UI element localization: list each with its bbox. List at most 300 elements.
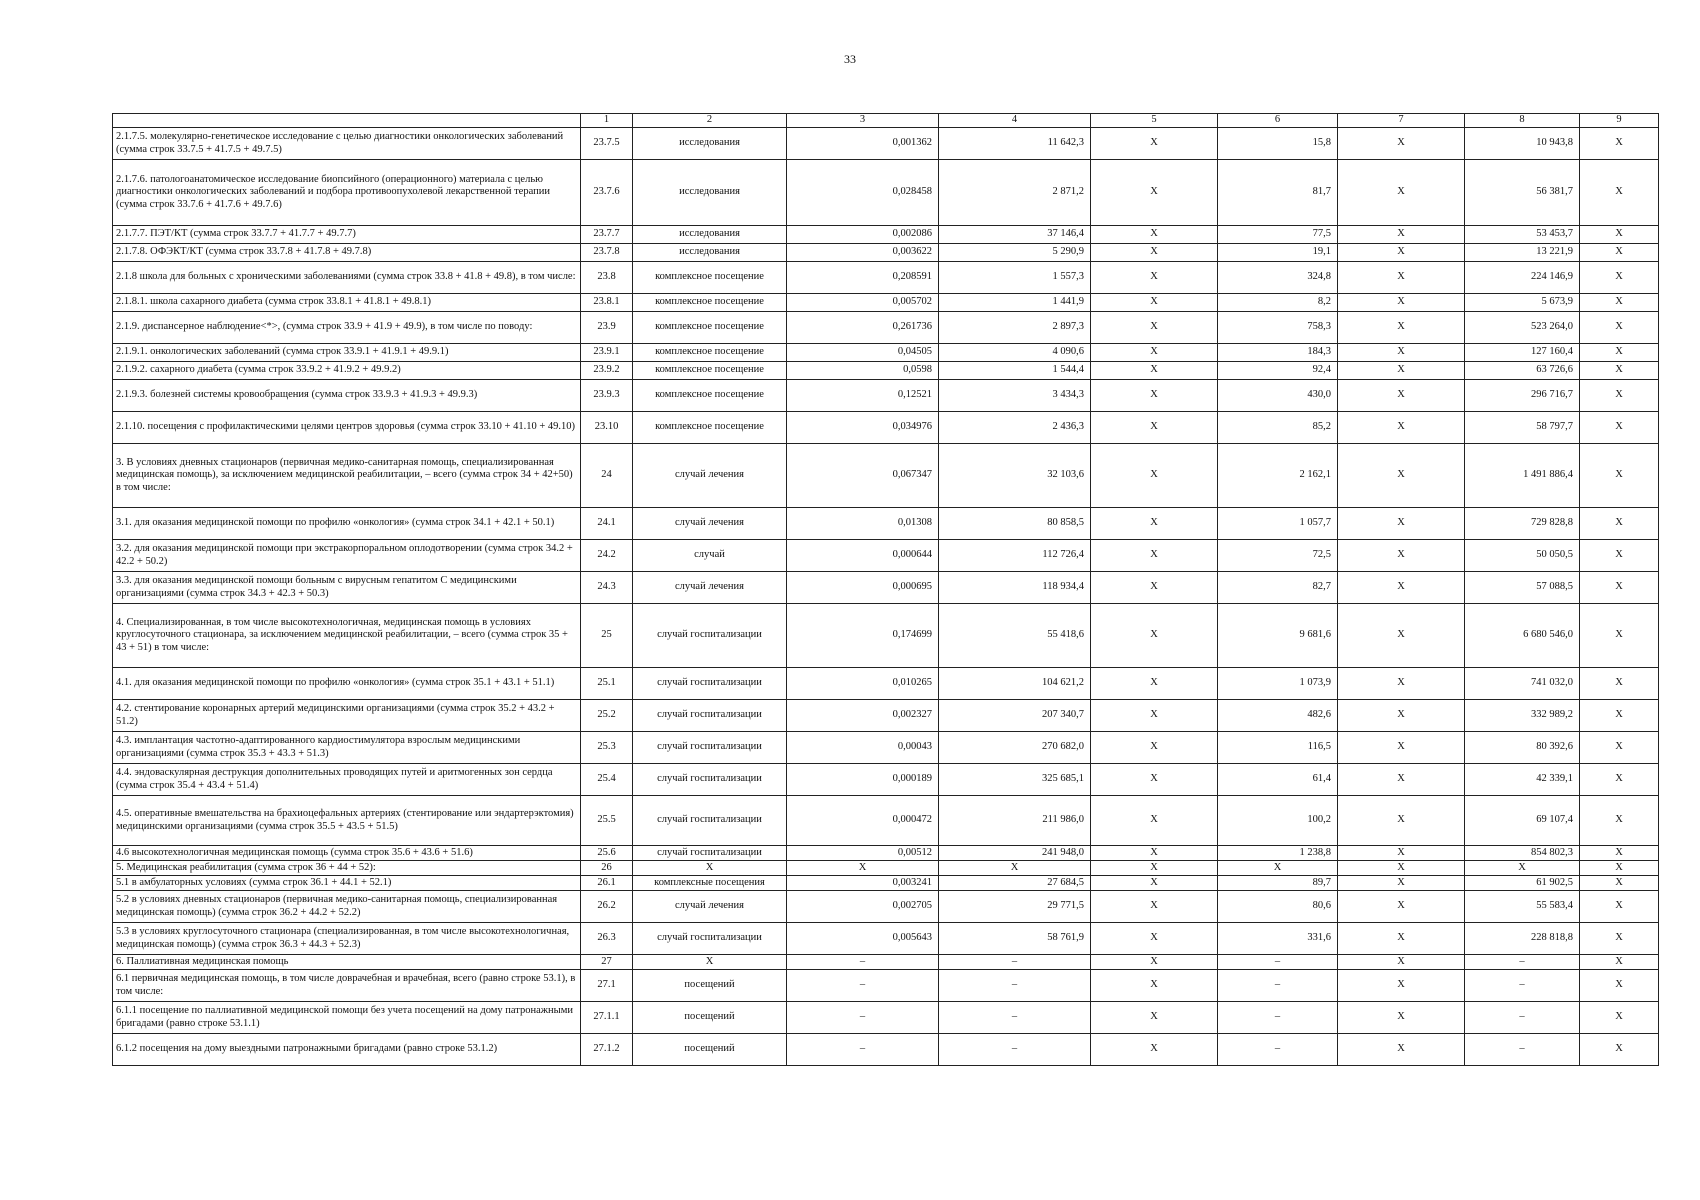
table-cell: 57 088,5 xyxy=(1465,572,1580,604)
table-cell: 0,01308 xyxy=(787,508,939,540)
row-label: 2.1.8 школа для больных с хроническими заболеваниями (сумма строк 33.8 + 41.8 + 49.8), в том числе: xyxy=(113,262,581,294)
table-cell: 23.9.3 xyxy=(581,380,633,412)
table-cell: X xyxy=(1338,572,1465,604)
table-cell: X xyxy=(1580,380,1659,412)
table-cell: X xyxy=(1580,700,1659,732)
table-cell: X xyxy=(1091,876,1218,891)
table-cell: 224 146,9 xyxy=(1465,262,1580,294)
table-row xyxy=(113,1002,1659,1034)
table-cell: посещений xyxy=(633,970,787,1002)
table-cell: X xyxy=(1091,1034,1218,1066)
table-cell: 729 828,8 xyxy=(1465,508,1580,540)
table-cell: случай госпитализации xyxy=(633,668,787,700)
table-cell: 26.1 xyxy=(581,876,633,891)
table-cell: 10 943,8 xyxy=(1465,128,1580,160)
table-row xyxy=(113,160,1659,226)
table-cell: 332 989,2 xyxy=(1465,700,1580,732)
table-cell: 1 238,8 xyxy=(1218,846,1338,861)
table-cell: X xyxy=(1091,294,1218,312)
table-cell: 2 897,3 xyxy=(939,312,1091,344)
table-cell: 0,028458 xyxy=(787,160,939,226)
table-cell: X xyxy=(1580,732,1659,764)
table-cell: 0,174699 xyxy=(787,604,939,668)
table-cell: 25.6 xyxy=(581,846,633,861)
table-cell: X xyxy=(1580,876,1659,891)
table-row xyxy=(113,226,1659,244)
table-cell: 13 221,9 xyxy=(1465,244,1580,262)
table-cell: X xyxy=(1338,362,1465,380)
table-cell: – xyxy=(1218,955,1338,970)
table-cell: X xyxy=(1091,923,1218,955)
table-cell: X xyxy=(1091,380,1218,412)
table-cell: X xyxy=(1338,1034,1465,1066)
table-row xyxy=(113,444,1659,508)
row-label: 5. Медицинская реабилитация (сумма строк 36 + 44 + 52): xyxy=(113,861,581,876)
table-cell: комплексное посещение xyxy=(633,362,787,380)
column-header: 9 xyxy=(1580,114,1659,128)
table-cell: – xyxy=(1218,970,1338,1002)
row-label: 4.1. для оказания медицинской помощи по профилю «онкология» (сумма строк 35.1 + 43.1 + 51.1) xyxy=(113,668,581,700)
table-cell: 24.2 xyxy=(581,540,633,572)
table-cell: 23.9.1 xyxy=(581,344,633,362)
table-cell: случай госпитализации xyxy=(633,796,787,846)
table-cell: X xyxy=(1338,700,1465,732)
table-cell: посещений xyxy=(633,1034,787,1066)
table-cell: X xyxy=(1580,970,1659,1002)
table-cell: X xyxy=(1580,160,1659,226)
row-label: 6. Паллиативная медицинская помощь xyxy=(113,955,581,970)
table-cell: 92,4 xyxy=(1218,362,1338,380)
table-cell: 80 392,6 xyxy=(1465,732,1580,764)
table-cell: X xyxy=(1338,262,1465,294)
table-cell: X xyxy=(1338,861,1465,876)
table-cell: 0,000472 xyxy=(787,796,939,846)
table-row xyxy=(113,732,1659,764)
table-cell: X xyxy=(1580,312,1659,344)
table-cell: 0,0598 xyxy=(787,362,939,380)
table-cell: 55 418,6 xyxy=(939,604,1091,668)
table-cell: X xyxy=(1580,955,1659,970)
table-cell: 758,3 xyxy=(1218,312,1338,344)
table-cell: X xyxy=(1338,604,1465,668)
table-cell: 24.3 xyxy=(581,572,633,604)
table-row xyxy=(113,861,1659,876)
table-cell: 482,6 xyxy=(1218,700,1338,732)
table-cell: 0,005643 xyxy=(787,923,939,955)
page-number: 33 xyxy=(844,52,856,66)
table-cell: случай лечения xyxy=(633,508,787,540)
table-cell: 0,000695 xyxy=(787,572,939,604)
table-cell: X xyxy=(1091,732,1218,764)
column-header: 5 xyxy=(1091,114,1218,128)
table-cell: X xyxy=(1580,294,1659,312)
table-cell: 32 103,6 xyxy=(939,444,1091,508)
table-cell: 23.7.7 xyxy=(581,226,633,244)
table-cell: случай лечения xyxy=(633,891,787,923)
column-header: 6 xyxy=(1218,114,1338,128)
row-label: 4.6 высокотехнологичная медицинская помощь (сумма строк 35.6 + 43.6 + 51.6) xyxy=(113,846,581,861)
row-label: 3.1. для оказания медицинской помощи по профилю «онкология» (сумма строк 34.1 + 42.1 + 50.1) xyxy=(113,508,581,540)
table-cell: 1 441,9 xyxy=(939,294,1091,312)
table-cell: X xyxy=(1338,846,1465,861)
column-header: 2 xyxy=(633,114,787,128)
table-cell: X xyxy=(1580,540,1659,572)
table-cell: случай госпитализации xyxy=(633,700,787,732)
table-cell: 69 107,4 xyxy=(1465,796,1580,846)
row-label: 5.2 в условиях дневных стационаров (первичная медико-санитарная помощь, специализированная медицинская помощь) (сумма строк 36.2 + 44.2 + 52.2) xyxy=(113,891,581,923)
table-row xyxy=(113,412,1659,444)
table-cell: 184,3 xyxy=(1218,344,1338,362)
table-cell: 741 032,0 xyxy=(1465,668,1580,700)
table-cell: – xyxy=(787,1002,939,1034)
table-cell: 80,6 xyxy=(1218,891,1338,923)
table-cell: 0,003622 xyxy=(787,244,939,262)
table-cell: 854 802,3 xyxy=(1465,846,1580,861)
table-cell: 72,5 xyxy=(1218,540,1338,572)
table-cell: 1 544,4 xyxy=(939,362,1091,380)
table-cell: 29 771,5 xyxy=(939,891,1091,923)
table-cell: X xyxy=(1218,861,1338,876)
table-cell: X xyxy=(1580,846,1659,861)
table-cell: 23.7.5 xyxy=(581,128,633,160)
table-cell: 15,8 xyxy=(1218,128,1338,160)
table-cell: 25.4 xyxy=(581,764,633,796)
table-cell: 24.1 xyxy=(581,508,633,540)
table-cell: – xyxy=(939,1002,1091,1034)
row-label: 2.1.7.8. ОФЭКТ/КТ (сумма строк 33.7.8 + 41.7.8 + 49.7.8) xyxy=(113,244,581,262)
table-cell: X xyxy=(1091,244,1218,262)
table-cell: 100,2 xyxy=(1218,796,1338,846)
table-cell: X xyxy=(1091,540,1218,572)
table-cell: 77,5 xyxy=(1218,226,1338,244)
table-row xyxy=(113,846,1659,861)
column-header: 4 xyxy=(939,114,1091,128)
table-cell: X xyxy=(1580,861,1659,876)
table-cell: X xyxy=(1338,244,1465,262)
table-cell: X xyxy=(1580,604,1659,668)
row-label: 2.1.7.7. ПЭТ/КТ (сумма строк 33.7.7 + 41.7.7 + 49.7.7) xyxy=(113,226,581,244)
table-row xyxy=(113,294,1659,312)
row-label: 4.4. эндоваскулярная деструкция дополнительных проводящих путей и аритмогенных зон сердца (сумма строк 35.4 + 43.4 + 51.4) xyxy=(113,764,581,796)
row-label: 4. Специализированная, в том числе высокотехнологичная, медицинская помощь в условиях круглосуточного стационара, за исключением медицинской реабилитации, – всего (сумма строк 35 + 43 + 51) в том числе: xyxy=(113,604,581,668)
table-cell: X xyxy=(1338,160,1465,226)
table-cell: X xyxy=(1091,604,1218,668)
table-cell: случай госпитализации xyxy=(633,604,787,668)
table-row xyxy=(113,540,1659,572)
table-row xyxy=(113,604,1659,668)
table-cell: 80 858,5 xyxy=(939,508,1091,540)
table-cell: – xyxy=(1465,1034,1580,1066)
row-label: 5.3 в условиях круглосуточного стационара (специализированная, в том числе высокотехнологичная, медицинская помощь) (сумма строк 36.3 + 44.3 + 52.3) xyxy=(113,923,581,955)
table-cell: 5 290,9 xyxy=(939,244,1091,262)
table-cell: X xyxy=(1465,861,1580,876)
table-row xyxy=(113,312,1659,344)
table-cell: X xyxy=(1338,226,1465,244)
table-cell: 27.1.1 xyxy=(581,1002,633,1034)
table-cell: X xyxy=(1338,732,1465,764)
table-cell: случай лечения xyxy=(633,444,787,508)
table-cell: X xyxy=(1338,294,1465,312)
table-cell: X xyxy=(1338,1002,1465,1034)
table-cell: X xyxy=(1091,700,1218,732)
table-cell: X xyxy=(1580,128,1659,160)
table-row xyxy=(113,128,1659,160)
table-cell: X xyxy=(1338,970,1465,1002)
table-cell: X xyxy=(1338,764,1465,796)
table-cell: случай госпитализации xyxy=(633,732,787,764)
table-cell: 104 621,2 xyxy=(939,668,1091,700)
table-cell: комплексное посещение xyxy=(633,344,787,362)
table-cell: – xyxy=(1218,1002,1338,1034)
table-row xyxy=(113,668,1659,700)
table-cell: 1 073,9 xyxy=(1218,668,1338,700)
table-cell: X xyxy=(1091,362,1218,380)
row-label: 3.3. для оказания медицинской помощи больным с вирусным гепатитом С медицинскими организациями (сумма строк 34.3 + 42.3 + 50.3) xyxy=(113,572,581,604)
table-cell: X xyxy=(1580,923,1659,955)
row-label: 4.2. стентирование коронарных артерий медицинскими организациями (сумма строк 35.2 + 43.2 + 51.2) xyxy=(113,700,581,732)
table-row xyxy=(113,262,1659,294)
table-cell: X xyxy=(1091,970,1218,1002)
table-cell: 25.1 xyxy=(581,668,633,700)
table-cell: 19,1 xyxy=(1218,244,1338,262)
table-cell: 63 726,6 xyxy=(1465,362,1580,380)
table-cell: X xyxy=(1091,572,1218,604)
row-label: 2.1.9. диспансерное наблюдение<*>, (сумма строк 33.9 + 41.9 + 49.9), в том числе по поводу: xyxy=(113,312,581,344)
table-cell: случай госпитализации xyxy=(633,764,787,796)
header-row xyxy=(113,114,1659,128)
row-label: 2.1.8.1. школа сахарного диабета (сумма строк 33.8.1 + 41.8.1 + 49.8.1) xyxy=(113,294,581,312)
table-cell: 61 902,5 xyxy=(1465,876,1580,891)
table-row xyxy=(113,970,1659,1002)
table-cell: X xyxy=(1338,923,1465,955)
table-cell: 89,7 xyxy=(1218,876,1338,891)
table-row xyxy=(113,362,1659,380)
table-cell: 85,2 xyxy=(1218,412,1338,444)
table-cell: X xyxy=(1091,668,1218,700)
table-cell: 23.8 xyxy=(581,262,633,294)
table-cell: X xyxy=(1580,1002,1659,1034)
table-cell: случай госпитализации xyxy=(633,923,787,955)
table-cell: 324,8 xyxy=(1218,262,1338,294)
table-cell: X xyxy=(1091,412,1218,444)
table-cell: X xyxy=(1338,891,1465,923)
table-cell: X xyxy=(1580,796,1659,846)
table-row xyxy=(113,923,1659,955)
table-cell: 523 264,0 xyxy=(1465,312,1580,344)
table-row xyxy=(113,891,1659,923)
table-cell: 0,261736 xyxy=(787,312,939,344)
table-cell: 241 948,0 xyxy=(939,846,1091,861)
table-cell: X xyxy=(1091,861,1218,876)
table-cell: 25.5 xyxy=(581,796,633,846)
table-cell: X xyxy=(633,955,787,970)
table-cell: 0,000644 xyxy=(787,540,939,572)
table-cell: 0,034976 xyxy=(787,412,939,444)
table-cell: 0,000189 xyxy=(787,764,939,796)
table-cell: – xyxy=(787,1034,939,1066)
table-row xyxy=(113,876,1659,891)
table-cell: 0,003241 xyxy=(787,876,939,891)
table-cell: 23.9.2 xyxy=(581,362,633,380)
table-cell: 2 436,3 xyxy=(939,412,1091,444)
table-cell: 25.2 xyxy=(581,700,633,732)
table-cell: 0,067347 xyxy=(787,444,939,508)
table-row xyxy=(113,344,1659,362)
table-cell: комплексное посещение xyxy=(633,380,787,412)
row-label: 2.1.7.6. патологоанатомическое исследование биопсийного (операционного) материала с целью диагностики онкологических заболеваний и подбора противоопухолевой лекарственной терапии (сумма строк 33.7.6 + 41.7.6 + 49.7.6) xyxy=(113,160,581,226)
table-cell: X xyxy=(1091,160,1218,226)
table-cell: 1 057,7 xyxy=(1218,508,1338,540)
table-cell: X xyxy=(1091,312,1218,344)
column-header xyxy=(113,114,581,128)
table-cell: посещений xyxy=(633,1002,787,1034)
table-cell: X xyxy=(1091,262,1218,294)
row-label: 2.1.7.5. молекулярно-генетическое исследование с целью диагностики онкологических заболеваний (сумма строк 33.7.5 + 41.7.5 + 49.7.5) xyxy=(113,128,581,160)
table-cell: X xyxy=(1338,668,1465,700)
table-cell: 112 726,4 xyxy=(939,540,1091,572)
table-cell: 0,04505 xyxy=(787,344,939,362)
table-cell: 0,00043 xyxy=(787,732,939,764)
table-cell: X xyxy=(1091,508,1218,540)
table-cell: 0,00512 xyxy=(787,846,939,861)
table-cell: 23.7.8 xyxy=(581,244,633,262)
table-cell: X xyxy=(1338,444,1465,508)
table-row xyxy=(113,955,1659,970)
table-row xyxy=(113,700,1659,732)
table-cell: 0,010265 xyxy=(787,668,939,700)
table-cell: 8,2 xyxy=(1218,294,1338,312)
table-row xyxy=(113,764,1659,796)
table-cell: 58 797,7 xyxy=(1465,412,1580,444)
table-cell: – xyxy=(787,970,939,1002)
table-cell: 58 761,9 xyxy=(939,923,1091,955)
table-cell: 0,001362 xyxy=(787,128,939,160)
table-cell: 26.2 xyxy=(581,891,633,923)
table-cell: 27 xyxy=(581,955,633,970)
table-cell: 26 xyxy=(581,861,633,876)
table-cell: – xyxy=(939,955,1091,970)
table-cell: X xyxy=(1091,1002,1218,1034)
table-cell: 1 491 886,4 xyxy=(1465,444,1580,508)
table-cell: X xyxy=(1580,668,1659,700)
table-cell: X xyxy=(1580,244,1659,262)
row-label: 4.3. имплантация частотно-адаптированного кардиостимулятора взрослым медицинскими организациями (сумма строк 35.3 + 43.3 + 51.3) xyxy=(113,732,581,764)
table-cell: 61,4 xyxy=(1218,764,1338,796)
table-cell: 127 160,4 xyxy=(1465,344,1580,362)
table-cell: X xyxy=(1338,955,1465,970)
table-cell: 3 434,3 xyxy=(939,380,1091,412)
table-cell: X xyxy=(1338,412,1465,444)
table-cell: – xyxy=(1465,1002,1580,1034)
table-cell: X xyxy=(1580,1034,1659,1066)
table-cell: случай госпитализации xyxy=(633,846,787,861)
table-cell: 24 xyxy=(581,444,633,508)
table-row xyxy=(113,244,1659,262)
table-cell: 2 162,1 xyxy=(1218,444,1338,508)
table-cell: 211 986,0 xyxy=(939,796,1091,846)
table-cell: 81,7 xyxy=(1218,160,1338,226)
row-label: 6.1.1 посещение по паллиативной медицинской помощи без учета посещений на дому патронажными бригадами (равно строке 53.1.1) xyxy=(113,1002,581,1034)
table-cell: X xyxy=(1580,262,1659,294)
table-cell: – xyxy=(1218,1034,1338,1066)
column-header: 7 xyxy=(1338,114,1465,128)
data-table xyxy=(112,113,1659,1066)
row-label: 3.2. для оказания медицинской помощи при экстракорпоральном оплодотворении (сумма строк 34.2 + 42.2 + 50.2) xyxy=(113,540,581,572)
table-cell: комплексное посещение xyxy=(633,294,787,312)
table-cell: 325 685,1 xyxy=(939,764,1091,796)
table-cell: исследования xyxy=(633,160,787,226)
table-cell: X xyxy=(1338,312,1465,344)
table-cell: – xyxy=(1465,955,1580,970)
table-cell: X xyxy=(1091,846,1218,861)
table-cell: 4 090,6 xyxy=(939,344,1091,362)
table-cell: 11 642,3 xyxy=(939,128,1091,160)
table-cell: 118 934,4 xyxy=(939,572,1091,604)
table-cell: комплексное посещение xyxy=(633,412,787,444)
table-cell: X xyxy=(1580,344,1659,362)
table-cell: 1 557,3 xyxy=(939,262,1091,294)
table-cell: комплексное посещение xyxy=(633,312,787,344)
table-cell: 430,0 xyxy=(1218,380,1338,412)
table-cell: случай лечения xyxy=(633,572,787,604)
table-cell: 27 684,5 xyxy=(939,876,1091,891)
column-header: 3 xyxy=(787,114,939,128)
table-cell: 228 818,8 xyxy=(1465,923,1580,955)
table-cell: 0,002705 xyxy=(787,891,939,923)
table-cell: 23.9 xyxy=(581,312,633,344)
column-header: 8 xyxy=(1465,114,1580,128)
row-label: 3. В условиях дневных стационаров (первичная медико-санитарная помощь, специализированная медицинская помощь), за исключением медицинской реабилитации, – всего (сумма строк 34 + 42+50) в том числе: xyxy=(113,444,581,508)
table-cell: X xyxy=(1338,508,1465,540)
table-cell: 25.3 xyxy=(581,732,633,764)
table-cell: комплексное посещение xyxy=(633,262,787,294)
row-label: 2.1.9.1. онкологических заболеваний (сумма строк 33.9.1 + 41.9.1 + 49.9.1) xyxy=(113,344,581,362)
table-cell: 27.1.2 xyxy=(581,1034,633,1066)
table-cell: исследования xyxy=(633,244,787,262)
table-cell: 26.3 xyxy=(581,923,633,955)
table-cell: 42 339,1 xyxy=(1465,764,1580,796)
table-cell: X xyxy=(1091,796,1218,846)
column-header: 1 xyxy=(581,114,633,128)
row-label: 5.1 в амбулаторных условиях (сумма строк 36.1 + 44.1 + 52.1) xyxy=(113,876,581,891)
table-cell: – xyxy=(939,970,1091,1002)
table-row xyxy=(113,380,1659,412)
table-cell: X xyxy=(1580,508,1659,540)
table-cell: 270 682,0 xyxy=(939,732,1091,764)
table-cell: X xyxy=(1338,796,1465,846)
table-row xyxy=(113,508,1659,540)
table-cell: X xyxy=(939,861,1091,876)
table-cell: 5 673,9 xyxy=(1465,294,1580,312)
table-cell: 0,005702 xyxy=(787,294,939,312)
table-cell: X xyxy=(1580,764,1659,796)
table-cell: X xyxy=(1091,344,1218,362)
table-cell: случай xyxy=(633,540,787,572)
table-cell: 9 681,6 xyxy=(1218,604,1338,668)
table-cell: 331,6 xyxy=(1218,923,1338,955)
table-cell: исследования xyxy=(633,128,787,160)
table-cell: X xyxy=(1580,572,1659,604)
table-cell: 2 871,2 xyxy=(939,160,1091,226)
table-cell: 207 340,7 xyxy=(939,700,1091,732)
table-cell: X xyxy=(1580,226,1659,244)
row-label: 4.5. оперативные вмешательства на брахиоцефальных артериях (стентирование или эндартерэктомия) медицинскими организациями (сумма строк 35.5 + 43.5 + 51.5) xyxy=(113,796,581,846)
table-cell: – xyxy=(939,1034,1091,1066)
row-label: 6.1.2 посещения на дому выездными патронажными бригадами (равно строке 53.1.2) xyxy=(113,1034,581,1066)
table-cell: X xyxy=(1338,344,1465,362)
row-label: 6.1 первичная медицинская помощь, в том числе доврачебная и врачебная, всего (равно строке 53.1), в том числе: xyxy=(113,970,581,1002)
table-cell: – xyxy=(1465,970,1580,1002)
